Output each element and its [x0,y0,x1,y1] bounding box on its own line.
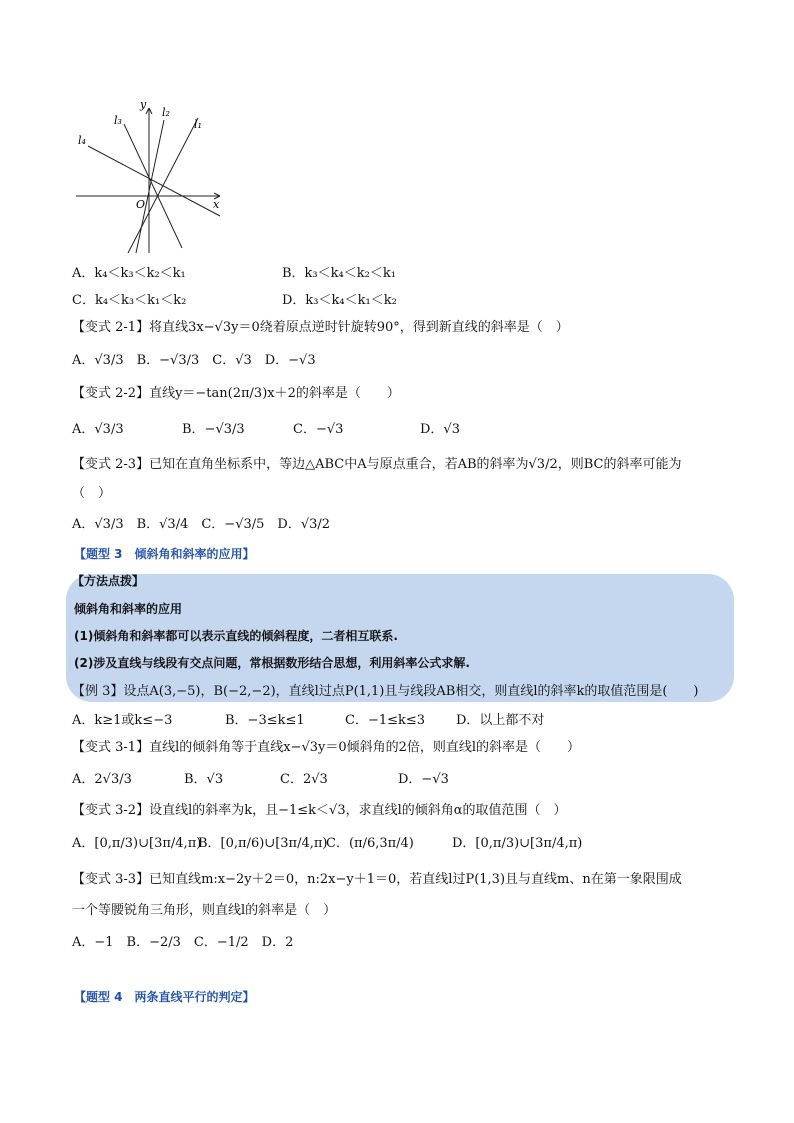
variant-3-2-option-b: B．[0,π/6)∪[3π/4,π) [198,836,328,851]
q1-option-c: C．k₄＜k₃＜k₁＜k₂ [72,293,187,308]
line-l2 [136,120,164,253]
label-y: y [140,98,147,111]
variant-2-1-options: A．√3/3 B．−√3/3 C．√3 D．−√3 [72,353,316,368]
variant-3-2-option-c: C．(π/6,3π/4) [326,836,414,851]
variant-3-1-stem: 【变式 3-1】直线l的倾斜角等于直线x−√3y＝0倾斜角的2倍，则直线l的斜率是（ ） [72,740,581,755]
method-tip-title: 倾斜角和斜率的应用 [74,602,183,616]
example-3-stem: 【例 3】设点A(3,−5)，B(−2,−2)，直线l过点P(1,1)且与线段AB相交，则直线l的斜率k的取值范围是( ) [72,684,699,699]
variant-2-2-option-d: D．√3 [420,422,460,437]
variant-2-1-stem: 【变式 2-1】将直线3x−√3y＝0绕着原点逆时针旋转90°，得到新直线的斜率是（ ） [72,320,569,335]
variant-2-2-option-c: C．−√3 [293,422,344,437]
label-l2: l₂ [162,106,170,119]
variant-3-1-option-a: A．2√3/3 [72,772,132,787]
variant-3-3-stem: 【变式 3-3】已知直线m:x−2y＋2＝0，n:2x−y＋1＝0，若直线l过P(1,3)且与直线m、n在第一象限围成 [72,872,682,887]
example-3-option-a: A．k≥1或k≤−3 [72,713,173,728]
q1-option-b: B．k₃＜k₄＜k₂＜k₁ [282,266,396,281]
variant-2-2-option-b: B．−√3/3 [182,422,245,437]
variant-2-3-stem: 【变式 2-3】已知在直角坐标系中，等边△ABC中A与原点重合，若AB的斜率为√3/2，则BC的斜率可能为 [72,457,682,472]
section-type-3-title: 【题型 3 倾斜角和斜率的应用】 [74,547,255,561]
variant-2-2-option-a: A．√3/3 [72,422,124,437]
variant-3-1-option-b: B．√3 [184,772,224,787]
label-origin: O [136,198,146,211]
example-3-option-c: C．−1≤k≤3 [345,713,426,728]
label-l4: l₄ [78,134,86,147]
variant-3-3-stem-cont: 一个等腰锐角三角形，则直线l的斜率是（ ） [72,903,337,918]
variant-3-2-stem: 【变式 3-2】设直线l的斜率为k，且−1≤k＜√3，求直线l的倾斜角α的取值范围（ ） [72,803,567,818]
method-tip-header: 【方法点拨】 [72,574,145,588]
label-l1: l₁ [194,118,202,131]
q1-option-d: D．k₃＜k₄＜k₁＜k₂ [282,293,397,308]
variant-3-2-option-a: A．[0,π/3)∪[3π/4,π) [72,836,202,851]
variant-3-1-option-c: C．2√3 [280,772,328,787]
variant-3-2-option-d: D．[0,π/3)∪[3π/4,π) [452,836,583,851]
example-3-option-b: B．−3≤k≤1 [225,713,305,728]
example-3-option-d: D．以上都不对 [456,713,545,728]
section-type-4-title: 【题型 4 两条直线平行的判定】 [74,990,255,1004]
lines-figure [70,98,230,258]
line-l3 [124,124,182,248]
label-x: x [213,198,220,211]
q1-option-a: A．k₄＜k₃＜k₂＜k₁ [72,266,186,281]
variant-3-3-options: A．−1 B．−2/3 C．−1/2 D．2 [72,935,294,950]
variant-3-1-option-d: D．−√3 [398,772,449,787]
variant-2-3-options: A．√3/3 B．√3/4 C．−√3/5 D．√3/2 [72,517,331,532]
method-tip-point-1: (1)倾斜角和斜率都可以表示直线的倾斜程度，二者相互联系. [74,629,398,643]
label-l3: l₃ [114,114,122,127]
line-l4 [88,146,220,216]
variant-2-3-stem-cont: （ ） [72,486,112,501]
variant-2-2-stem: 【变式 2-2】直线y＝−tan(2π/3)x＋2的斜率是（ ） [72,386,400,401]
method-tip-point-2: (2)涉及直线与线段有交点问题，常根据数形结合思想，利用斜率公式求解. [74,656,470,670]
